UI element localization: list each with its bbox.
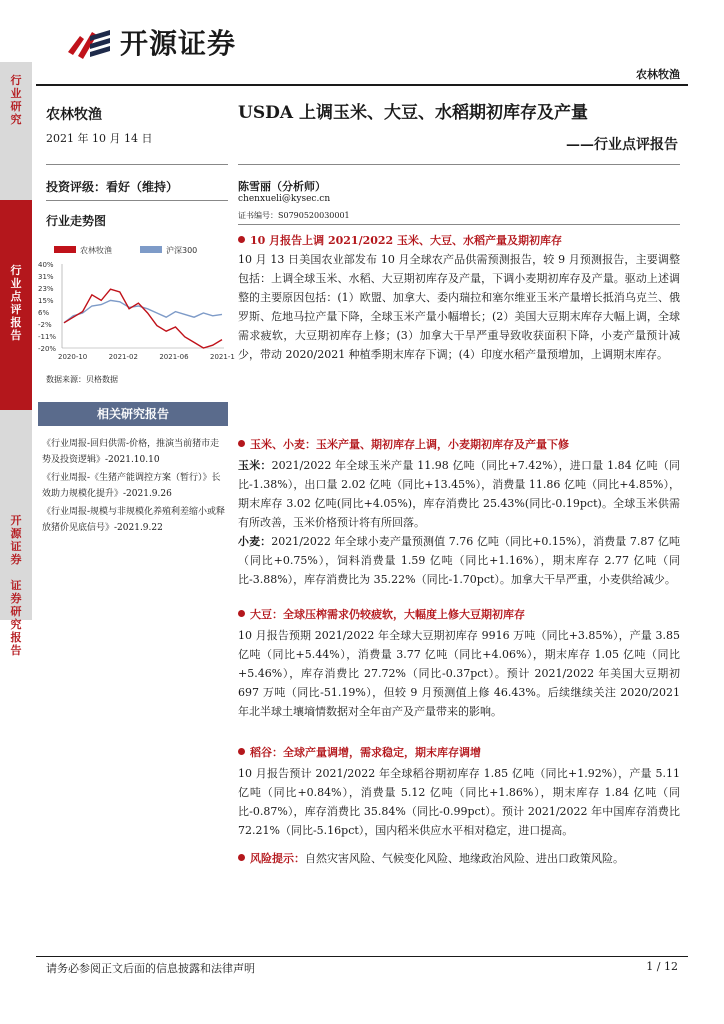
- side-tab-char: 报: [10, 631, 22, 644]
- y-tick-label: 15%: [38, 297, 54, 305]
- side-tab-char: 行: [10, 264, 22, 277]
- side-tab-char: 报: [10, 316, 22, 329]
- side-tab-broker: [0, 410, 32, 657]
- section-heading: 玉米、小麦：玉米产量、期初库存上调，小麦期初库存及产量下修: [238, 436, 569, 452]
- corn-label: 玉米：: [238, 459, 272, 472]
- side-tab-char: 究: [10, 113, 22, 126]
- y-tick-label: 23%: [38, 285, 54, 293]
- bullet-icon: [238, 236, 245, 243]
- section-body: [238, 532, 680, 589]
- section-heading: 大豆：全球压榨需求仍较疲软，大幅度上修大豆期初库存: [238, 606, 525, 622]
- footer-disclaimer: 请务必参阅正文后面的信息披露和法律声明: [46, 962, 255, 975]
- analyst-name: 陈雪丽（分析师）: [238, 180, 326, 193]
- x-tick-label: 2021-02: [108, 353, 138, 361]
- side-tab-char: 源: [10, 527, 22, 540]
- x-tick-label: 2021-06: [159, 353, 189, 361]
- corn-text: 2021/2022 年全球玉米产量 11.98 亿吨（同比+7.42%），进口量 1.84 亿吨（同比-1.38%），出口量 2.02 亿吨（同比+13.45%），消费量 11.86 亿吨（同比+4.85%），期末库存 3.02 亿吨(同比+4.05%)，库存消费比 25.43%(同比-0.19pct)。全球玉米供需有所改善，玉米价格预计将有所回落。: [238, 459, 680, 529]
- y-tick-label: 40%: [38, 261, 54, 269]
- trend-chart-svg: [36, 240, 235, 362]
- side-tab-char: 开: [10, 514, 22, 527]
- report-title: USDA 上调玉米、大豆、水稻期初库存及产量: [238, 103, 588, 123]
- side-tab-char: 业: [10, 277, 22, 290]
- side-tab-char: 点: [10, 290, 22, 303]
- related-reports-title: 相关研究报告: [38, 402, 228, 426]
- y-tick-label: -20%: [38, 345, 57, 353]
- section-body: [238, 456, 680, 532]
- side-tab-research: [0, 62, 32, 200]
- footer-divider: [36, 956, 688, 957]
- divider: [46, 164, 228, 165]
- divider: [46, 200, 228, 201]
- analyst-email[interactable]: chenxueli@kysec.cn: [238, 194, 331, 204]
- divider: [238, 164, 680, 165]
- side-tab-char: 告: [10, 329, 22, 342]
- side-tab-char: 评: [10, 303, 22, 316]
- series-line-0: [64, 289, 222, 348]
- side-tab-char: 研: [10, 605, 22, 618]
- side-tab-char: 研: [10, 100, 22, 113]
- side-tab-char: 券: [10, 553, 22, 566]
- data-source: 数据来源：贝格数据: [46, 375, 118, 384]
- related-report-item[interactable]: 《行业周报-规模与非规模化养殖利差缩小或释放猪价见底信号》-2021.9.22: [42, 507, 226, 533]
- logo-mark-icon: [66, 22, 112, 62]
- side-tab-char: 行: [10, 74, 22, 87]
- side-tab-char: 告: [10, 644, 22, 657]
- side-tab-char: 证: [10, 579, 22, 592]
- bullet-icon: [238, 440, 245, 447]
- risk-warning: 风险提示：自然灾害风险、气候变化风险、地缘政治风险、进出口政策风险。: [238, 850, 624, 866]
- legend-swatch: [54, 246, 76, 253]
- section-body: 10 月报告预计 2021/2022 年全球稻谷期初库存 1.85 亿吨（同比+1.92%），产量 5.11 亿吨（同比+0.84%），消费量 5.12 亿吨（同比+1.86%），期末库存 1.84 亿吨（同比-0.87%），库存消费比 35.84%（同比-0.99pct）。预计 2021/2022 年中国库存消费比 72.21%（同比-5.16pct），国内稻米供应水平相对稳定，进口提高。: [238, 767, 680, 837]
- related-reports-list: [42, 436, 226, 538]
- y-tick-label: 6%: [38, 309, 50, 317]
- bullet-icon: [238, 748, 245, 755]
- related-report-item[interactable]: 《行业周报-《生猪产能调控方案（暂行）》长效助力规模化提升》-2021.9.26: [42, 473, 221, 499]
- side-tab-report-type: [0, 200, 32, 410]
- trend-chart: [36, 240, 235, 362]
- y-tick-label: -2%: [38, 321, 52, 329]
- y-tick-label: 31%: [38, 273, 54, 281]
- related-report-item[interactable]: 《行业周报-回归供需-价格，推演当前猪市走势及投资逻辑》-2021.10.10: [42, 439, 220, 465]
- industry-label: 农林牧渔: [46, 107, 102, 123]
- bullet-icon: [238, 610, 245, 617]
- wheat-label: 小麦：: [238, 535, 272, 548]
- header-divider: [36, 84, 688, 86]
- legend-label: 沪深300: [166, 246, 198, 255]
- logo-text: 开源证券: [120, 27, 237, 60]
- divider: [238, 224, 680, 225]
- section-body: 10 月 13 日美国农业部发布 10 月全球农产品供需预测报告，较 9 月预测报告，主要调整包括：上调全球玉米、水稻、大豆期初库存及产量，下调小麦期初库存及产量。驱动上述调整的主要原因包括：(1）欧盟、加拿大、委内瑞拉和塞尔维亚玉米产量增长抵消乌克兰、俄罗斯、危地马拉产量下降，全球玉米产量小幅增长；(2）美国大豆期末库存大幅上调，全球需求疲软，大豆期初库存上修；(3）加拿大干旱严重导致收获面积下降，小麦产量预计减少，带动 2020/2021 种植季期末库存下调；(4）印度水稻产量预增加，上调期末库存。: [238, 253, 680, 361]
- side-tab-char: 究: [10, 618, 22, 631]
- side-tab-char: [0, 566, 32, 579]
- legend-swatch: [140, 246, 162, 253]
- report-date: 2021 年 10 月 14 日: [46, 132, 153, 145]
- investment-rating: 投资评级：看好（维持）: [46, 180, 179, 194]
- section-heading: 10 月报告上调 2021/2022 玉米、大豆、水稻产量及期初库存: [238, 232, 562, 248]
- x-tick-label: 2021-1: [210, 353, 235, 361]
- company-logo: [66, 22, 236, 62]
- x-tick-label: 2020-10: [58, 353, 88, 361]
- side-tab-char: 券: [10, 592, 22, 605]
- page-number: 1 / 12: [646, 960, 678, 973]
- report-subtitle: ——行业点评报告: [566, 137, 678, 153]
- trend-chart-title: 行业走势图: [46, 214, 107, 228]
- y-tick-label: -11%: [38, 333, 57, 341]
- section-heading: 稻谷：全球产量调增，需求稳定，期末库存调增: [238, 744, 481, 760]
- analyst-cert: 证书编号：S0790520030001: [238, 211, 350, 220]
- side-tab-char: 业: [10, 87, 22, 100]
- header-category: 农林牧渔: [636, 68, 680, 81]
- legend-label: 农林牧渔: [80, 246, 112, 255]
- bullet-icon: [238, 854, 245, 861]
- wheat-text: 2021/2022 年全球小麦产量预测值 7.76 亿吨（同比+0.15%），消费量 7.87 亿吨（同比+0.75%），饲料消费量 1.59 亿吨（同比+1.16%），期末库存 2.77 亿吨（同比-3.88%），库存消费比为 35.22%（同比-1.70pct）。加拿大干旱严重，小麦供给减少。: [238, 535, 680, 586]
- side-tab-char: 证: [10, 540, 22, 553]
- section-body: 10 月报告预期 2021/2022 年全球大豆期初库存 9916 万吨（同比+3.85%），产量 3.85 亿吨（同比+5.44%），消费量 3.77 亿吨（同比+4.06%），期末库存 1.05 亿吨（同比+5.46%），库存消费比 27.72%（同比-0.37pct）。预计 2021/2022 年美国大豆期初 697 万吨（同比-51.19%），但较 9 月预测值上修 46.43%。后续继续关注 2020/2021 年北半球土壤墒情数据对全年亩产及产量带来的影响。: [238, 629, 680, 718]
